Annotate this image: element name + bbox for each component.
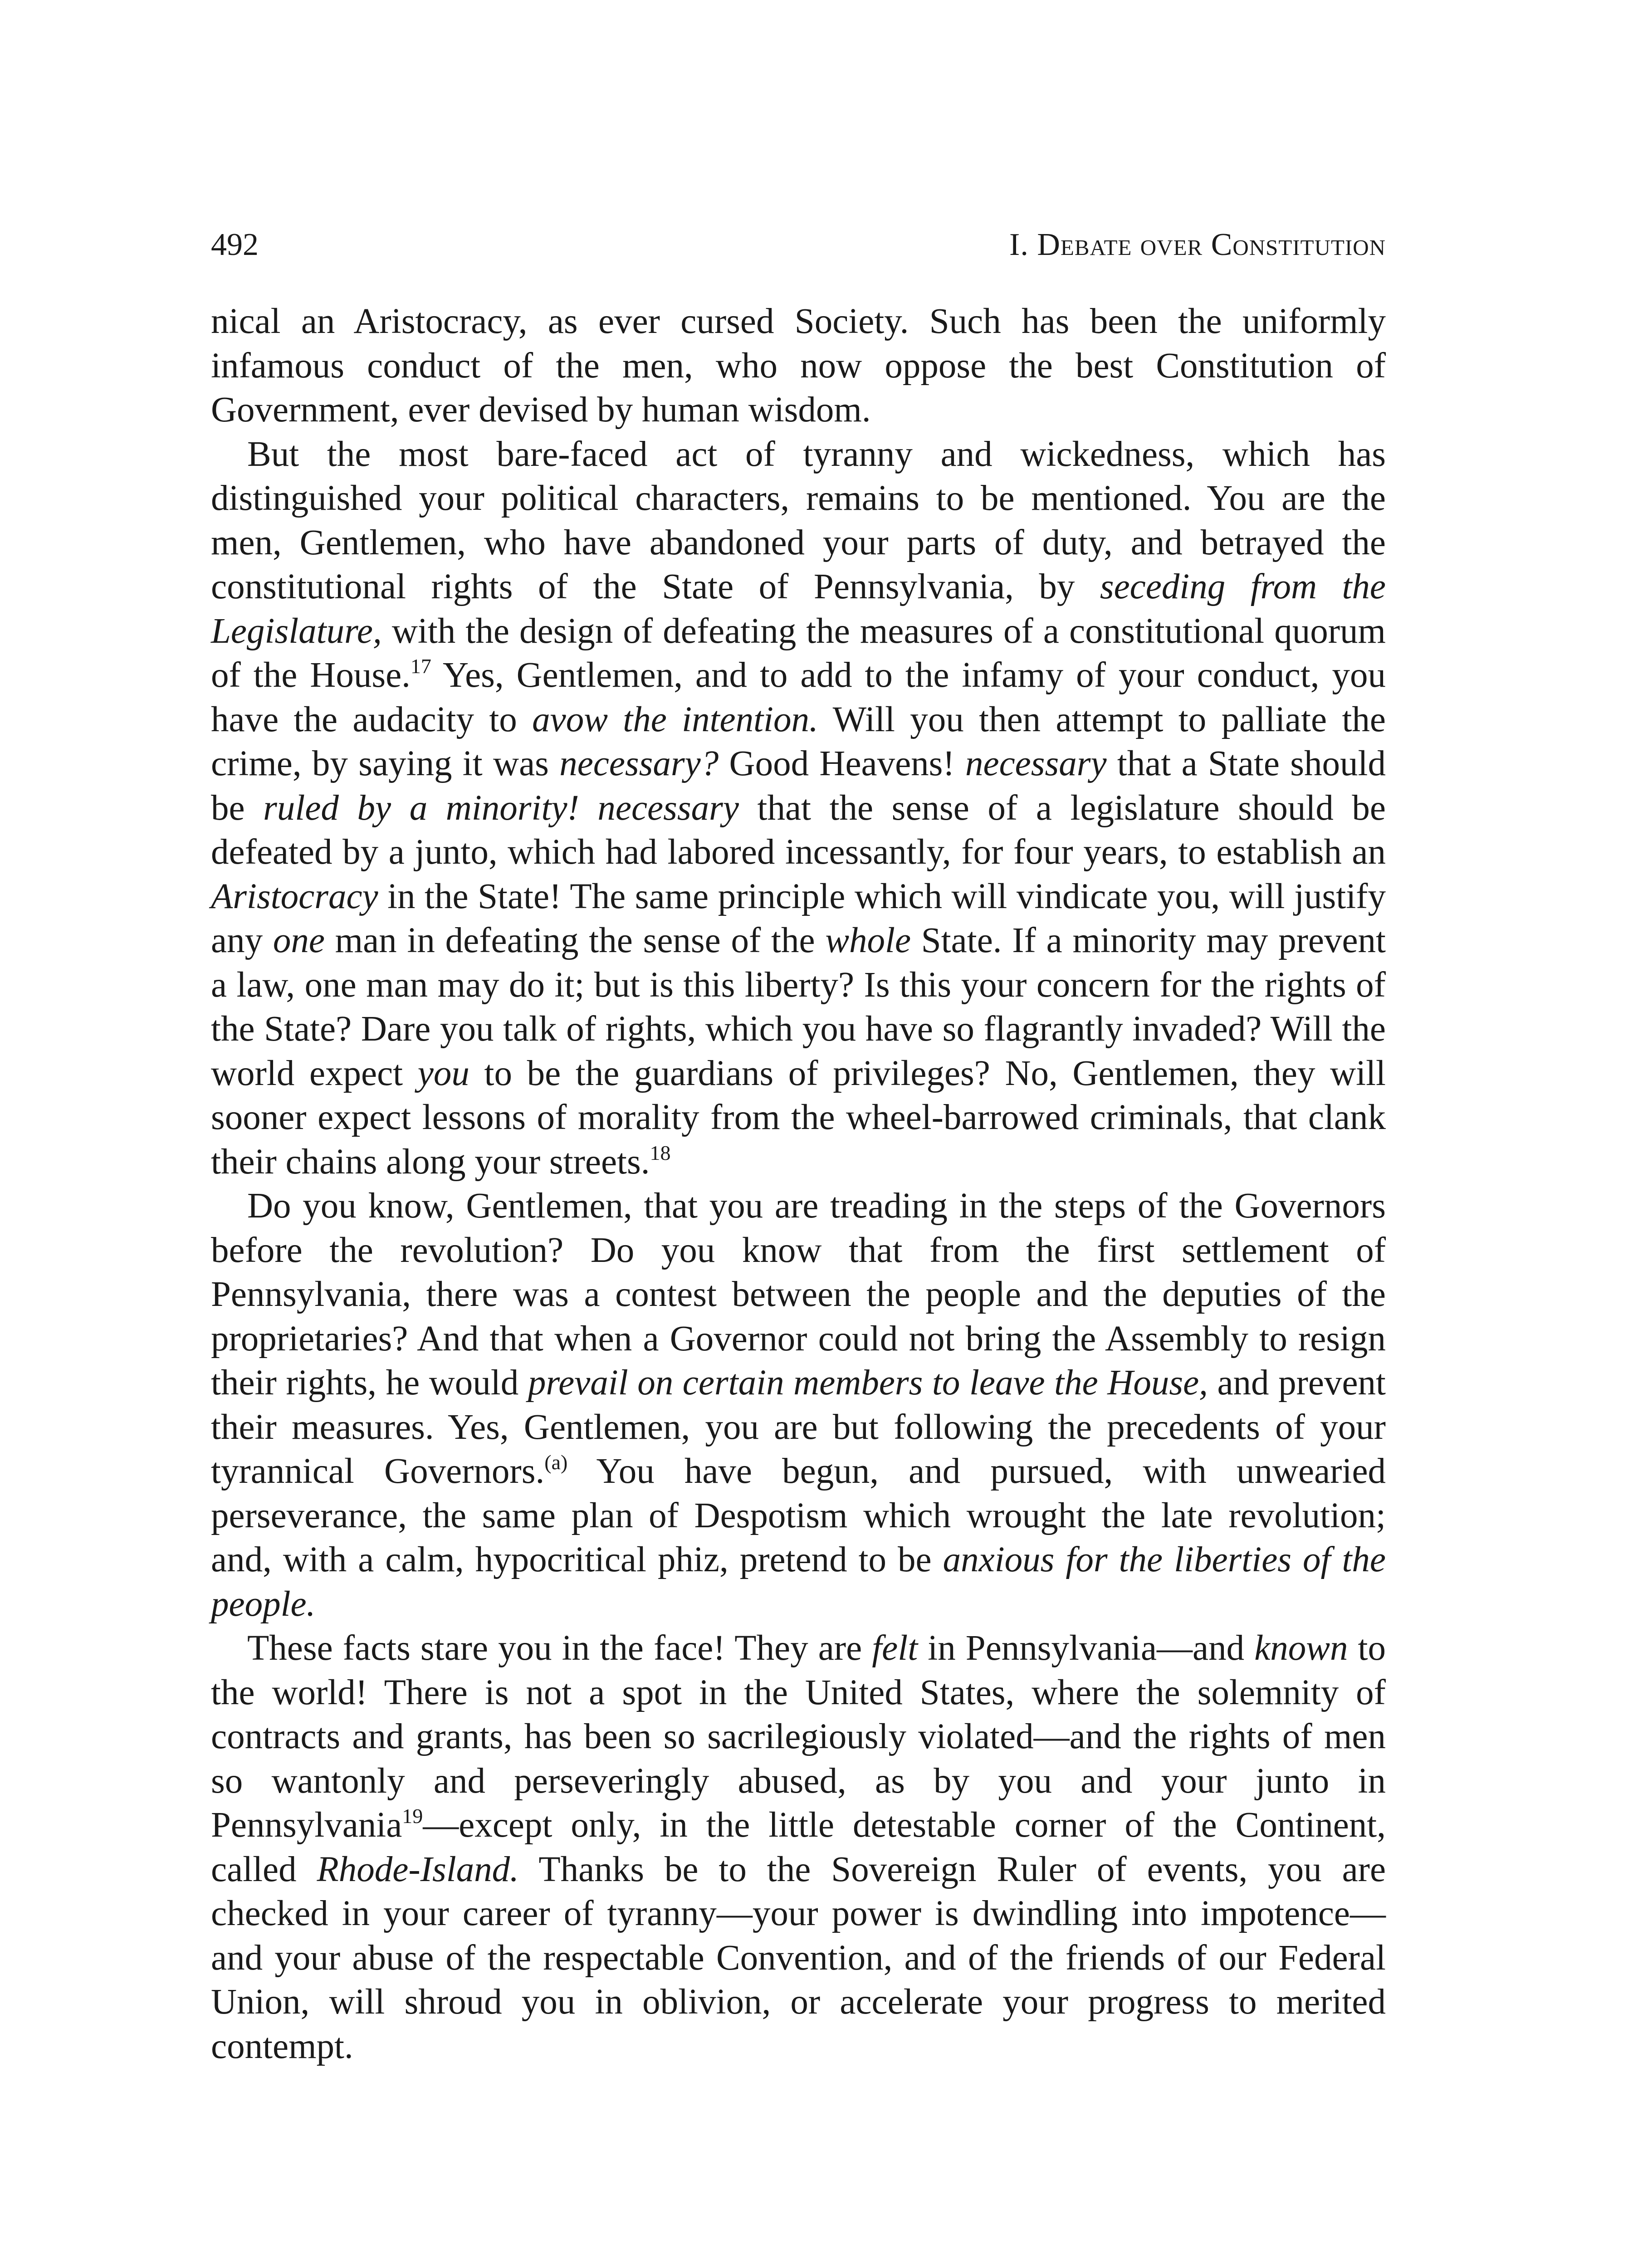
italic-emphasis: necessary [965, 744, 1107, 783]
italic-emphasis: seceding from the Legislature, [211, 567, 1386, 651]
section-title: I. Debate over Constitution [1009, 227, 1386, 262]
italic-emphasis: prevail on certain members to leave the House, [528, 1363, 1208, 1403]
italic-emphasis: whole [825, 921, 911, 960]
italic-emphasis: necessary? [559, 744, 719, 783]
text-run: You have begun, and pursued, with unwearied perseverance, the same plan of Despotism which wrought the late revolution; and, with a calm, hypocritical phiz, pretend to be [211, 1452, 1386, 1579]
text-run: to the world! There is not a spot in the United States, where the solemnity of contracts and grants, has been so sacrilegiously violated—and the rights of men so wantonly and perseveringly abused, as by you and your junto in Pennsylvania [211, 1628, 1386, 1845]
paragraph-2 [211, 432, 1386, 1184]
text-run: Good Heavens! [719, 744, 966, 783]
italic-emphasis: ruled by a minority! necessary [263, 788, 739, 828]
text-run: that a State should be [211, 744, 1386, 828]
text-run: —except only, in the little detestable corner of the Continent, called [211, 1805, 1386, 1889]
text-run: Yes, Gentlemen, and to add to the infamy of your conduct, you have the audacity to [211, 655, 1386, 739]
body-text [211, 299, 1386, 2068]
page-number: 492 [211, 227, 259, 262]
footnote-ref-a[interactable]: (a) [544, 1451, 568, 1474]
text-run: man in defeating the sense of the [324, 921, 826, 960]
footnote-ref-19[interactable]: 19 [402, 1804, 423, 1828]
footnote-ref-18[interactable]: 18 [650, 1141, 671, 1164]
text-run: These facts stare you in the face! They are [247, 1628, 872, 1668]
italic-emphasis: avow the intention. [532, 699, 818, 739]
text-run: Do you know, Gentlemen, that you are treading in the steps of the Governors before the revolution? Do you know that from the first settlement of Pennsylvania, there was a contest between the people and the deputies of the proprietaries? And that when a Governor could not bring the Assembly to resign their rights, he would [211, 1186, 1386, 1403]
italic-emphasis: one [273, 921, 325, 960]
text-run: in the State! The same principle which will vindicate you, will justify any [211, 876, 1386, 960]
paragraph-4 [211, 1626, 1386, 2068]
italic-emphasis: known [1254, 1628, 1348, 1668]
text-run: nical an Aristocracy, as ever cursed Society. Such has been the uniformly infamous conduct of the men, who now oppose the best Constitution of Government, ever devised by human wisdom. [211, 302, 1386, 430]
italic-emphasis: Aristocracy [211, 876, 378, 916]
paragraph-1 [211, 299, 1386, 432]
text-run: in Pennsylvania—and [918, 1628, 1255, 1668]
text-run: and prevent their measures. Yes, Gentlemen, you are but following the precedents of your tyrannical Governors. [211, 1363, 1386, 1491]
text-run: that the sense of a legislature should be defeated by a junto, which had labored incessantly, for four years, to establish an [211, 788, 1386, 872]
running-head [211, 220, 1386, 270]
paragraph-3 [211, 1184, 1386, 1626]
italic-emphasis: Rhode-Island. [317, 1849, 519, 1889]
text-run: But the most bare-faced act of tyranny and wickedness, which has distinguished your political characters, remains to be mentioned. You are the men, Gentlemen, who have abandoned your parts of duty, and betrayed the constitutional rights of the State of Pennsylvania, by [211, 434, 1386, 606]
text-run: Thanks be to the Sovereign Ruler of events, you are checked in your career of tyranny—your power is dwindling into impotence—and your abuse of the respectable Convention, and of the friends of our Federal Union, will shroud you in oblivion, or accelerate your progress to merited contempt. [211, 1849, 1386, 2066]
italic-emphasis: anxious for the liberties of the people. [211, 1540, 1386, 1624]
italic-emphasis: felt [872, 1628, 918, 1668]
footnote-ref-17[interactable]: 17 [410, 655, 431, 678]
italic-emphasis: you [417, 1053, 469, 1093]
text-run: State. If a minority may prevent a law, one man may do it; but is this liberty? Is this your concern for the rights of the State? Dare you talk of rights, which you have so flagrantly invaded? Will the world expect [211, 921, 1386, 1093]
text-run: with the design of defeating the measures of a constitutional quorum of the House. [211, 611, 1386, 695]
text-run: Will you then attempt to palliate the crime, by saying it was [211, 699, 1386, 783]
text-run: to be the guardians of privileges? No, Gentlemen, they will sooner expect lessons of morality from the wheel-barrowed criminals, that clank their chains along your streets. [211, 1053, 1386, 1182]
